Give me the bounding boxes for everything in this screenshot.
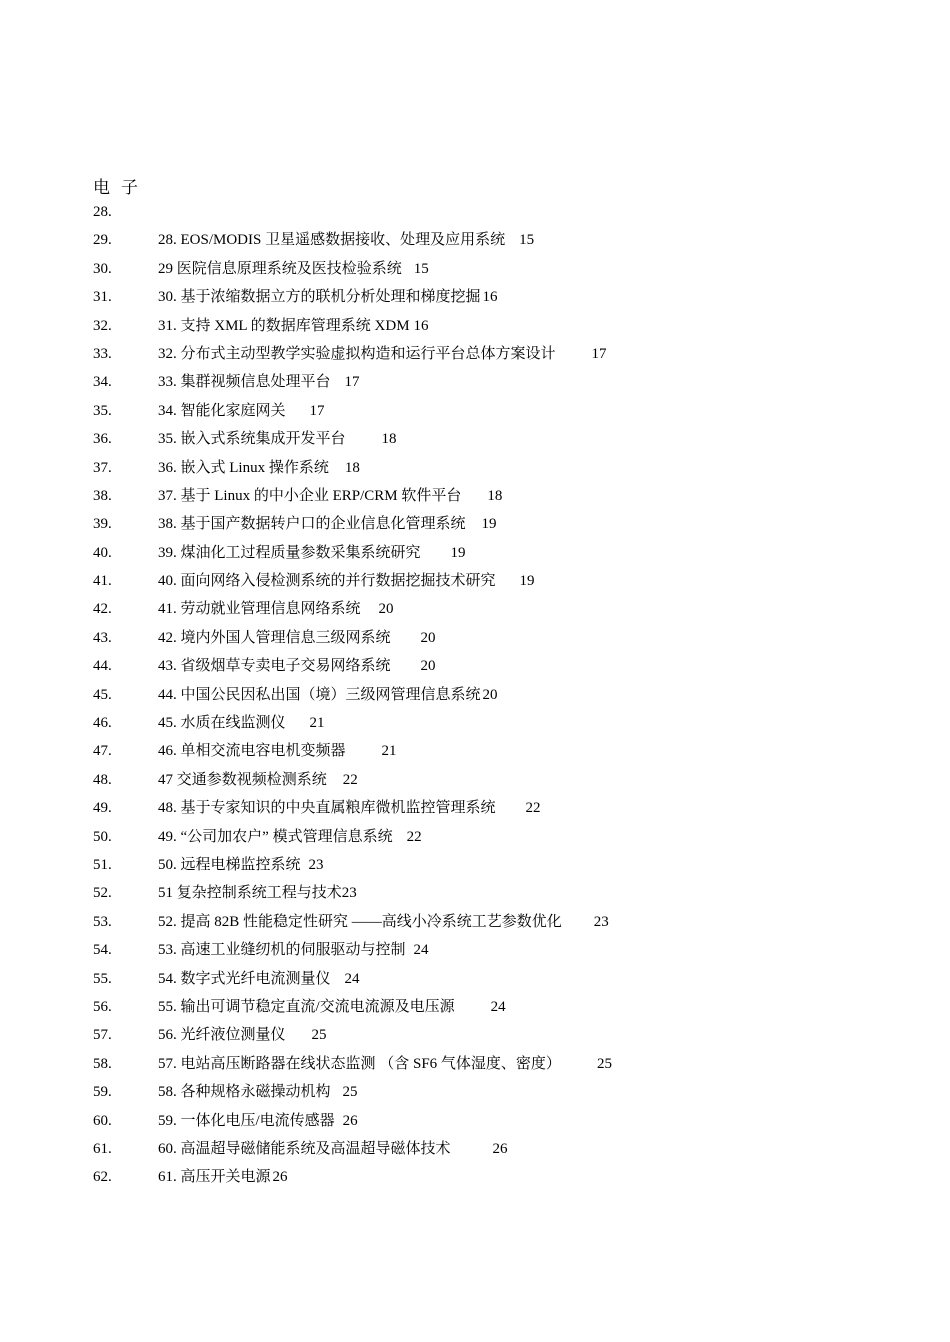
toc-entry-page-number: 22 [525,800,541,817]
toc-entry-page-number: 20 [482,686,498,703]
toc-row [0,595,950,623]
toc-entry [158,397,325,425]
toc-entry-page-number: 26 [492,1140,508,1157]
toc-row-number: 39. [93,516,112,533]
toc-row-number: 61. [93,1140,112,1157]
toc-entry-page-number: 17 [344,374,360,391]
toc-entry-page-number: 25 [311,1027,327,1044]
toc-row-number: 32. [93,317,112,334]
table-of-contents [0,198,950,1192]
toc-row-number: 60. [93,1112,112,1129]
toc-entry [158,567,535,595]
toc-entry [158,1078,358,1106]
toc-entry-page-number: 16 [413,317,429,334]
toc-entry-title: 33. 集群视频信息处理平台 [158,374,331,391]
toc-row [0,908,950,936]
toc-entry-title: 32. 分布式主动型教学实验虚拟构造和运行平台总体方案设计 [158,345,556,362]
toc-row [0,567,950,595]
toc-entry-page-number: 16 [482,289,498,306]
toc-row-number: 34. [93,374,112,391]
toc-row-number: 37. [93,459,112,476]
toc-entry-title: 43. 省级烟草专卖电子交易网络系统 [158,658,391,675]
toc-entry [158,624,436,652]
toc-entry-page-number: 17 [309,402,325,419]
toc-entry-page-number: 24 [344,970,360,987]
toc-row-number: 54. [93,942,112,959]
toc-entry-page-number: 24 [413,942,429,959]
toc-entry-page-number: 15 [519,232,535,249]
toc-entry [158,1050,612,1078]
toc-entry [158,908,609,936]
toc-row [0,397,950,425]
toc-row-number: 31. [93,289,112,306]
toc-entry-page-number: 23 [341,885,357,902]
toc-entry [158,709,325,737]
toc-entry-title: 36. 嵌入式 Linux 操作系统 [158,459,329,476]
toc-row-number: 56. [93,998,112,1015]
toc-entry-page-number: 24 [490,998,506,1015]
toc-entry [158,368,360,396]
toc-entry-title: 29 医院信息原理系统及医技检验系统 [158,260,402,277]
toc-entry-page-number: 18 [344,459,360,476]
toc-entry-title: 50. 远程电梯监控系统 [158,856,301,873]
toc-entry [158,652,436,680]
toc-row-number: 58. [93,1055,112,1072]
toc-row-number: 62. [93,1169,112,1186]
toc-row-number: 28. [93,204,112,220]
toc-row [0,879,950,907]
toc-entry [158,879,357,907]
toc-entry [158,595,394,623]
toc-entry [158,1107,358,1135]
toc-row [0,794,950,822]
toc-entry [158,425,397,453]
toc-entry [158,851,324,879]
toc-row-number: 47. [93,743,112,760]
toc-row [0,851,950,879]
toc-entry-title: 61. 高压开关电源 [158,1169,271,1186]
toc-row [0,340,950,368]
toc-entry-page-number: 15 [413,260,429,277]
toc-row-number: 49. [93,800,112,817]
toc-entry [158,993,506,1021]
toc-row-number: 38. [93,487,112,504]
toc-row [0,312,950,340]
toc-entry-title: 53. 高速工业缝纫机的伺服驱动与控制 [158,942,406,959]
toc-entry-title: 44. 中国公民因私出国（境）三级网管理信息系统 [158,686,481,703]
toc-row [0,766,950,794]
toc-row [0,454,950,482]
toc-entry [158,737,397,765]
toc-row [0,1078,950,1106]
toc-entry [158,454,360,482]
toc-row [0,965,950,993]
toc-entry-page-number: 19 [450,544,466,561]
toc-row-number: 57. [93,1027,112,1044]
toc-entry-title: 35. 嵌入式系统集成开发平台 [158,431,346,448]
toc-entry-title: 31. 支持 XML 的数据库管理系统 XDM [158,317,410,334]
toc-entry-page-number: 25 [596,1055,612,1072]
toc-entry-title: 38. 基于国产数据转户口的企业信息化管理系统 [158,516,466,533]
toc-entry-title: 51 复杂控制系统工程与技术 [158,885,342,902]
toc-row-number: 45. [93,686,112,703]
toc-entry-page-number: 20 [378,601,394,618]
toc-entry-page-number: 23 [593,913,609,930]
toc-entry-title: 58. 各种规格永磁操动机构 [158,1084,331,1101]
toc-entry-page-number: 25 [342,1084,358,1101]
toc-entry-page-number: 18 [381,431,397,448]
toc-row [0,482,950,510]
toc-entry-title: 57. 电站高压断路器在线状态监测 （含 SF6 气体湿度、密度） [158,1055,561,1072]
toc-entry [158,965,360,993]
toc-entry-page-number: 22 [406,828,422,845]
toc-row-number: 36. [93,431,112,448]
toc-entry-title: 41. 劳动就业管理信息网络系统 [158,601,361,618]
toc-entry-page-number: 21 [309,715,325,732]
toc-row [0,255,950,283]
toc-entry [158,823,422,851]
toc-entry [158,766,358,794]
toc-entry-title: 54. 数字式光纤电流测量仪 [158,970,331,987]
toc-row [0,1021,950,1049]
toc-row-number: 42. [93,601,112,618]
toc-row [0,226,950,254]
toc-row-number: 29. [93,232,112,249]
toc-entry-page-number: 20 [420,629,436,646]
toc-row-number: 33. [93,345,112,362]
toc-entry-title: 34. 智能化家庭网关 [158,402,286,419]
toc-row [0,198,950,226]
toc-row-number: 48. [93,771,112,788]
toc-entry-page-number: 22 [342,771,358,788]
toc-entry-page-number: 17 [591,345,607,362]
toc-entry [158,539,466,567]
toc-entry-title: 42. 境内外国人管理信息三级网系统 [158,629,391,646]
toc-row-number: 50. [93,828,112,845]
toc-row-number: 40. [93,544,112,561]
toc-entry-page-number: 18 [487,487,503,504]
toc-row-number: 52. [93,885,112,902]
toc-entry [158,794,541,822]
section-heading: 电子 [93,178,149,198]
toc-entry-title: 55. 输出可调节稳定直流/交流电流源及电压源 [158,998,455,1015]
toc-entry-title: 39. 煤油化工过程质量参数采集系统研究 [158,544,421,561]
toc-row [0,652,950,680]
toc-entry [158,312,429,340]
toc-row [0,1163,950,1191]
toc-row-number: 59. [93,1084,112,1101]
toc-row [0,1050,950,1078]
toc-row [0,510,950,538]
toc-row [0,425,950,453]
toc-entry-page-number: 20 [420,658,436,675]
toc-entry-title: 46. 单相交流电容电机变频器 [158,743,346,760]
toc-entry-title: 47 交通参数视频检测系统 [158,771,327,788]
toc-entry [158,340,607,368]
toc-entry [158,510,497,538]
toc-row-number: 46. [93,715,112,732]
toc-entry [158,681,498,709]
toc-row [0,1107,950,1135]
toc-row [0,737,950,765]
toc-entry [158,1135,508,1163]
toc-row-number: 35. [93,402,112,419]
toc-row [0,936,950,964]
toc-entry [158,226,534,254]
toc-entry-page-number: 26 [342,1112,358,1129]
toc-entry [158,1021,327,1049]
toc-entry [158,255,429,283]
toc-entry-title: 59. 一体化电压/电流传感器 [158,1112,335,1129]
toc-entry-title: 60. 高温超导磁储能系统及高温超导磁体技术 [158,1140,451,1157]
toc-entry [158,1163,288,1191]
toc-row [0,539,950,567]
toc-row-number: 44. [93,658,112,675]
toc-entry-page-number: 19 [519,573,535,590]
toc-entry [158,936,429,964]
toc-row [0,681,950,709]
toc-entry [158,482,502,510]
toc-entry-page-number: 26 [272,1169,288,1186]
toc-row-number: 41. [93,573,112,590]
toc-entry-title: 37. 基于 Linux 的中小企业 ERP/CRM 软件平台 [158,487,462,504]
toc-row [0,993,950,1021]
toc-entry-title: 45. 水质在线监测仪 [158,715,286,732]
toc-row [0,709,950,737]
toc-row-number: 30. [93,260,112,277]
toc-row-number: 55. [93,970,112,987]
toc-entry-page-number: 19 [481,516,497,533]
toc-row [0,624,950,652]
toc-entry-title: 48. 基于专家知识的中央直属粮库微机监控管理系统 [158,800,496,817]
toc-entry-title: 49. “公司加农户” 模式管理信息系统 [158,828,393,845]
toc-entry-page-number: 21 [381,743,397,760]
toc-row [0,1135,950,1163]
toc-row-number: 43. [93,629,112,646]
toc-row [0,368,950,396]
toc-row [0,283,950,311]
toc-row-number: 51. [93,856,112,873]
toc-entry-page-number: 23 [308,856,324,873]
toc-entry-title: 30. 基于浓缩数据立方的联机分析处理和梯度挖掘 [158,289,481,306]
toc-row [0,823,950,851]
toc-row-number: 53. [93,913,112,930]
toc-entry-title: 28. EOS/MODIS 卫星遥感数据接收、处理及应用系统 [158,232,506,249]
toc-entry-title: 56. 光纤液位测量仪 [158,1027,286,1044]
toc-entry-title: 52. 提高 82B 性能稳定性研究 ——高线小冷系统工艺参数优化 [158,913,562,930]
toc-entry-title: 40. 面向网络入侵检测系统的并行数据挖掘技术研究 [158,573,496,590]
toc-entry [158,283,498,311]
